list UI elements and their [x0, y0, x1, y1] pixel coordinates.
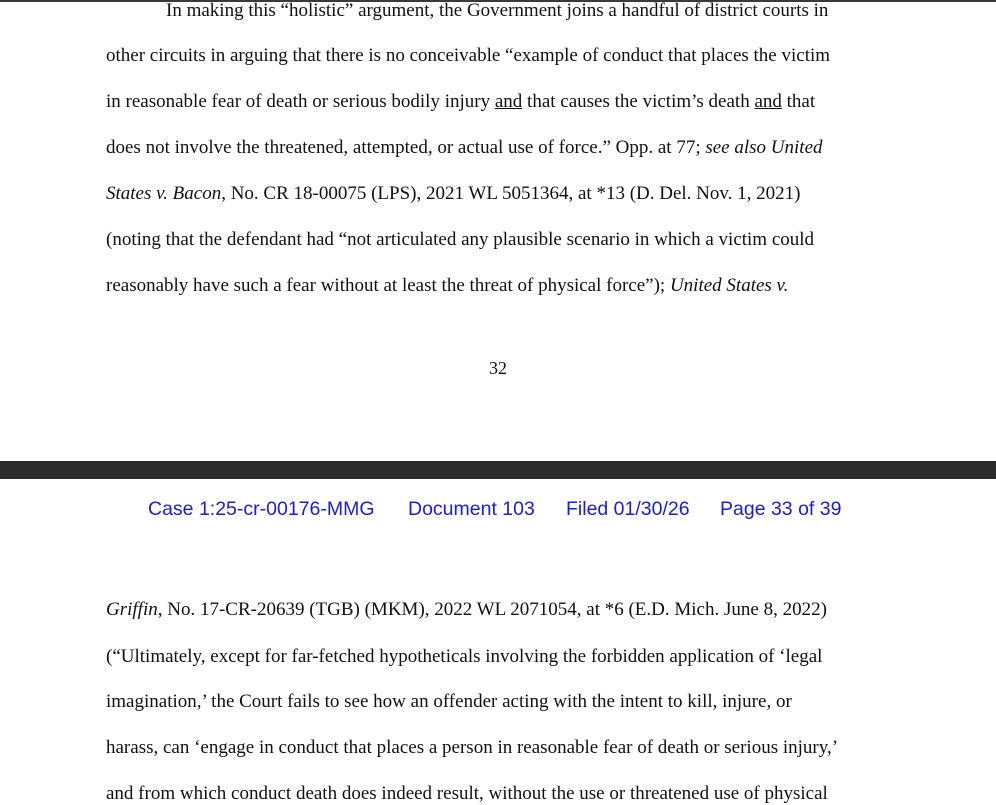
paragraph-line: (noting that the defendant had “not articulated any plausible scenario in which a victim could [106, 229, 815, 250]
paragraph-line: imagination,’ the Court fails to see how an offender acting with the intent to kill, injure, or [106, 691, 792, 712]
page-of: Page 33 of 39 [720, 498, 842, 520]
paragraph-line: In making this “holistic” argument, the Government joins a handful of district courts in [166, 0, 829, 21]
page-separator [0, 461, 996, 479]
paragraph-line: Griffin, No. 17-CR-20639 (TGB) (MKM), 2022 WL 2071054, at *6 (E.D. Mich. June 8, 2022) [106, 599, 827, 620]
paragraph-line: does not involve the threatened, attempted, or actual use of force.” Opp. at 77; see also United [106, 137, 823, 158]
filed-date: Filed 01/30/26 [566, 498, 690, 520]
paragraph-line: other circuits in arguing that there is no conceivable “example of conduct that places the victim [106, 45, 831, 66]
paragraph-line: harass, can ‘engage in conduct that places a person in reasonable fear of death or serious injury,’ [106, 737, 839, 758]
case-number: Case 1:25-cr-00176-MMG [148, 498, 375, 520]
paragraph-line: States v. Bacon, No. CR 18-00075 (LPS), 2021 WL 5051364, at *13 (D. Del. Nov. 1, 2021) [106, 183, 801, 204]
paragraph-line: and from which conduct death does indeed result, without the use or threatened use of physical [106, 783, 828, 804]
document-number: Document 103 [408, 498, 535, 520]
paragraph-line: (“Ultimately, except for far-fetched hypotheticals involving the forbidden application of ‘legal [106, 646, 823, 667]
paragraph-line: reasonably have such a fear without at least the threat of physical force”); United States v. [106, 275, 789, 296]
page-number: 32 [489, 358, 507, 378]
paragraph-line: in reasonable fear of death or serious bodily injury and that causes the victim’s death and that [106, 91, 816, 112]
